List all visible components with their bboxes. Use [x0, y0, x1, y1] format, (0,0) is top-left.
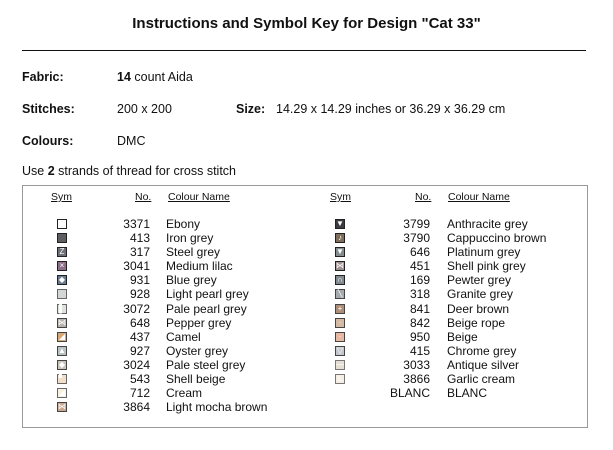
thread-number: 931	[129, 273, 150, 288]
key-row	[300, 302, 600, 316]
thread-note	[22, 164, 236, 178]
key-row	[300, 217, 600, 231]
key-row	[300, 344, 600, 358]
right-sym-header: Sym	[330, 191, 351, 203]
key-row	[0, 231, 300, 245]
symbol-swatch-icon: ⋈	[58, 402, 66, 412]
colour-name: Iron grey	[166, 231, 214, 246]
colours-label: Colours:	[22, 134, 74, 148]
colour-name: Beige	[447, 329, 478, 344]
thread-number: BLANC	[389, 386, 430, 401]
note-pre: Use	[22, 164, 45, 178]
key-row	[0, 386, 300, 400]
thread-number: 543	[129, 372, 150, 387]
symbol-swatch-icon: ▼	[336, 219, 344, 228]
colour-name: Oyster grey	[166, 343, 229, 358]
thread-number: 3033	[403, 357, 430, 372]
thread-number: 169	[409, 273, 430, 288]
symbol-swatch-icon: ╲	[335, 289, 345, 299]
symbol-swatch-icon: ▼	[336, 247, 344, 257]
note-post: strands of thread for cross stitch	[58, 164, 237, 178]
fabric-count: 14	[117, 70, 131, 84]
symbol-swatch-icon: ∩	[335, 275, 345, 285]
thread-number: 3371	[123, 217, 150, 231]
thread-number: 3799	[403, 217, 430, 231]
thread-number: 648	[129, 315, 150, 330]
fabric-value	[117, 70, 193, 84]
colour-name: Antique silver	[447, 357, 520, 372]
key-row	[0, 316, 300, 330]
symbol-swatch-icon: L	[335, 374, 345, 384]
thread-number: 3041	[123, 259, 150, 274]
colour-name: Cappuccino brown	[447, 231, 547, 246]
thread-number: 646	[409, 245, 430, 260]
right-name-header: Colour Name	[448, 191, 510, 203]
symbol-swatch-icon: ▽	[336, 345, 344, 355]
symbol-swatch-icon: —	[336, 359, 344, 369]
key-row	[0, 330, 300, 344]
right-key-column	[300, 217, 600, 400]
left-name-header: Colour Name	[168, 191, 230, 203]
colour-name: Medium lilac	[166, 259, 233, 274]
symbol-swatch-icon: ·	[335, 318, 345, 328]
thread-number: 415	[409, 343, 430, 358]
colour-name: Ebony	[166, 217, 201, 231]
key-row	[300, 372, 600, 386]
thread-number: 451	[409, 259, 430, 274]
key-row	[300, 316, 600, 330]
symbol-swatch-icon	[57, 289, 67, 299]
key-row	[0, 259, 300, 273]
symbol-swatch-icon: ⋈	[58, 317, 66, 327]
colour-name: Cream	[166, 386, 203, 401]
left-key-column	[0, 217, 300, 414]
colour-name: Chrome grey	[447, 343, 517, 358]
stitches-value: 200 x 200	[117, 102, 172, 116]
colour-name: Pewter grey	[447, 273, 512, 288]
symbol-swatch-icon: ⋈	[336, 261, 344, 271]
size-value: 14.29 x 14.29 inches or 36.29 x 36.29 cm	[276, 102, 506, 116]
thread-number: 712	[129, 386, 150, 401]
key-row	[0, 372, 300, 386]
page-title: Instructions and Symbol Key for Design "Cat 33"	[132, 15, 481, 32]
colour-name: Blue grey	[166, 273, 217, 288]
thread-number: 317	[129, 245, 150, 260]
size-label: Size:	[236, 102, 266, 116]
symbol-swatch-icon: ▘	[58, 374, 66, 384]
key-row	[0, 344, 300, 358]
key-row	[300, 287, 600, 301]
key-row	[0, 287, 300, 301]
thread-number: 437	[129, 329, 150, 344]
fabric-type: count Aida	[134, 70, 193, 84]
thread-number: 3864	[123, 400, 150, 415]
symbol-swatch-icon: ×	[57, 261, 67, 271]
key-row	[300, 273, 600, 287]
thread-number: 3024	[123, 357, 150, 372]
thread-number: 3072	[123, 301, 150, 316]
key-row	[300, 330, 600, 344]
key-row	[0, 358, 300, 372]
colour-name: Camel	[166, 329, 201, 344]
title-divider	[22, 50, 586, 51]
key-row	[300, 259, 600, 273]
thread-number: 927	[129, 343, 150, 358]
colour-name: Pale steel grey	[166, 357, 246, 372]
colour-name: Light mocha brown	[166, 400, 268, 415]
thread-number: 842	[409, 315, 430, 330]
symbol-swatch-icon: ▲	[58, 345, 66, 355]
colour-name: Shell beige	[166, 372, 226, 387]
thread-number: 928	[129, 287, 150, 302]
fabric-label: Fabric:	[22, 70, 64, 84]
symbol-swatch-icon	[335, 388, 345, 398]
symbol-swatch-icon: ·	[335, 332, 345, 342]
colour-name: Pale pearl grey	[166, 301, 247, 316]
colour-name: Granite grey	[447, 287, 514, 302]
colour-name: Pepper grey	[166, 315, 232, 330]
symbol-swatch-icon: ◢	[58, 331, 66, 341]
colour-name: Beige rope	[447, 315, 506, 330]
colour-name: Garlic cream	[447, 372, 516, 387]
note-strands: 2	[47, 164, 55, 178]
key-row	[300, 386, 600, 400]
symbol-swatch-icon	[57, 233, 67, 243]
colour-name: Anthracite grey	[447, 217, 528, 231]
thread-number: 413	[129, 231, 150, 246]
symbol-swatch-icon: ◆	[58, 359, 66, 369]
stitches-label: Stitches:	[22, 102, 75, 116]
key-row	[300, 245, 600, 259]
symbol-swatch-icon: ◢	[58, 388, 66, 398]
symbol-swatch-icon	[57, 219, 67, 229]
key-row	[0, 400, 300, 414]
symbol-swatch-icon: +	[335, 304, 345, 314]
colour-name: BLANC	[447, 386, 488, 401]
right-no-header: No.	[415, 191, 432, 203]
symbol-swatch-icon: ▌	[57, 304, 67, 314]
colours-value: DMC	[117, 134, 146, 148]
key-row	[300, 231, 600, 245]
colour-name: Deer brown	[447, 301, 510, 316]
thread-number: 318	[409, 287, 430, 302]
colour-name: Shell pink grey	[447, 259, 526, 274]
key-row	[0, 273, 300, 287]
colour-name: Steel grey	[166, 245, 221, 260]
key-row	[300, 358, 600, 372]
left-sym-header: Sym	[51, 191, 72, 203]
colour-name: Platinum grey	[447, 245, 521, 260]
symbol-swatch-icon: ♪	[335, 233, 345, 243]
thread-number: 950	[409, 329, 430, 344]
left-no-header: No.	[135, 191, 152, 203]
thread-number: 3866	[403, 372, 430, 387]
colour-name: Light pearl grey	[166, 287, 249, 302]
symbol-swatch-icon: Z	[57, 247, 67, 257]
key-row	[0, 217, 300, 231]
key-row	[0, 245, 300, 259]
thread-number: 3790	[403, 231, 430, 246]
symbol-swatch-icon: ◆	[58, 275, 66, 285]
key-row	[0, 302, 300, 316]
thread-number: 841	[409, 301, 430, 316]
